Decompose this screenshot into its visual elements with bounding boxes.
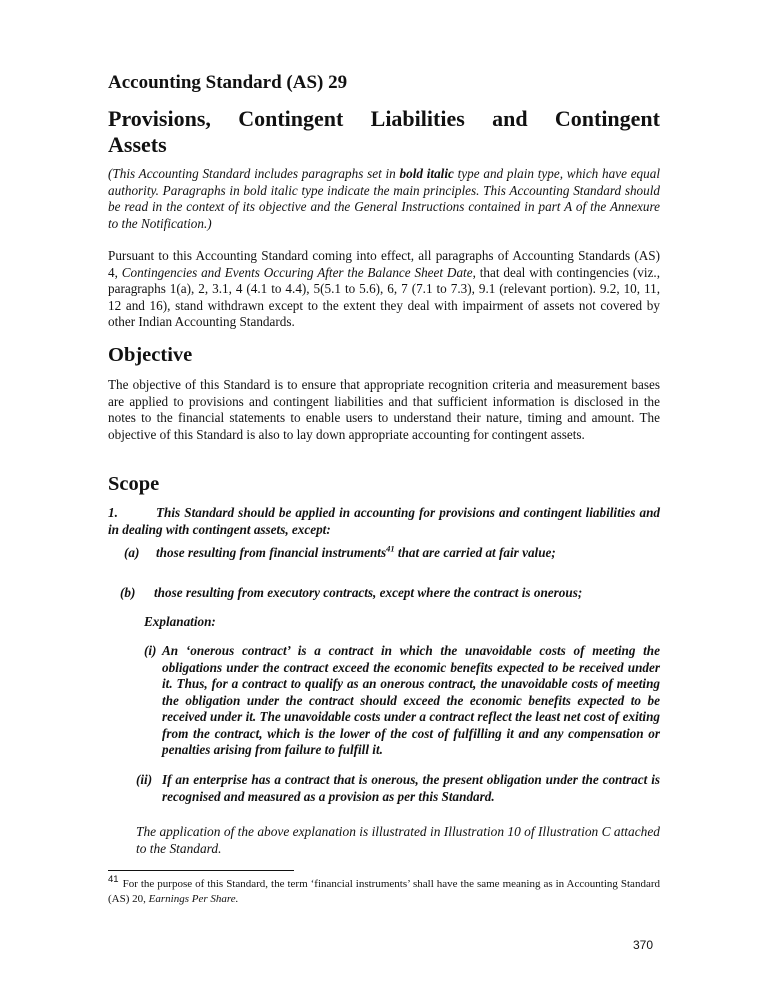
intro-bold-italic: bold italic [399, 166, 454, 181]
title-line-1 [108, 106, 660, 132]
pursuant-text: Pursuant to this Accounting Standard coming into effect, all paragraphs of Accounting Standards (AS) 4, [108, 248, 660, 280]
pursuant-italic-title: Contingencies and Events Occuring After the Balance Sheet Date [121, 264, 473, 280]
explanation-item-text: If an enterprise has a contract that is onerous, the present obligation under the contract is recognised and measured as a provision as per this Standard. [162, 772, 660, 804]
objective-heading: Objective [108, 344, 193, 366]
intro-text-cont: type and plain type, which have equal authority. Paragraphs in bold italic type indicate the main principles. This Accounting Standard should be read in the context of its objective and the General Instructions contained in part A of the Annexure to the Notification.) [108, 166, 660, 231]
item-text: those resulting from financial instruments [156, 545, 387, 560]
intro-text: (This Accounting Standard includes paragraphs set in [108, 166, 400, 181]
footnote-divider [108, 870, 294, 871]
page-number: 370 [633, 938, 654, 952]
explanation-label: Explanation: [144, 614, 216, 629]
standard-heading: Accounting Standard (AS) 29 [108, 72, 348, 93]
scope-item-a [124, 545, 556, 562]
withdrawal-paragraph [108, 248, 660, 331]
item-text: those resulting from executory contracts, except where the contract is onerous; [154, 585, 583, 600]
title-word: Contingent [554, 106, 660, 131]
explanation-i [144, 643, 660, 759]
item-text-cont: that are carried at fair value; [394, 545, 556, 560]
footnote-text: For the purpose of this Standard, the term ‘financial instruments’ shall have the same meaning as in Accounting Standard (AS) 20, [108, 878, 660, 905]
explanation-item-label: (ii) [136, 772, 153, 787]
objective-paragraph: The objective of this Standard is to ensure that appropriate recognition criteria and measurement bases are applied to provisions and contingent liabilities and that sufficient information is disclosed in the notes to the financial statements to enable users to understand their nature, timing and amount. The objective of this Standard is also to lay down appropriate accounting for contingent assets. [108, 377, 660, 442]
footnote-italic-title: Earnings Per Share. [148, 892, 239, 905]
title-word: Liabilities [370, 106, 465, 131]
scope-heading: Scope [108, 473, 160, 495]
paragraph-number: 1. [108, 505, 118, 520]
item-label: (a) [124, 545, 140, 560]
intro-note [108, 166, 660, 232]
title-word: Provisions, [108, 106, 211, 131]
footnote [108, 874, 660, 906]
title-word: Contingent [238, 106, 344, 131]
footnote-ref: 41 [386, 543, 395, 554]
illustration-note: The application of the above explanation is illustrated in Illustration 10 of Illustration C attached to the Standard. [136, 824, 660, 856]
page-title [108, 106, 660, 158]
footnote-number: 41 [108, 874, 119, 886]
pursuant-text-cont: , that deal with contingencies (viz., paragraphs 1(a), 2, 3.1, 4 (4.1 to 4.4), 5(5.1 to 5.6), 6, 7 (7.1 to 7.3), 9.1 (relevant portion). 9.2, 10, 11, 12 and 16), stand withdrawn except to the extent they deal with impairment of assets not covered by other Indian Accounting Standards. [108, 264, 660, 329]
scope-item-b [120, 585, 582, 602]
explanation-ii [136, 772, 660, 805]
scope-paragraph-1 [108, 505, 660, 538]
title-line-2: Assets [108, 132, 167, 157]
title-word: and [492, 106, 528, 131]
explanation-item-label: (i) [144, 643, 157, 658]
scope-paragraph-text: This Standard should be applied in accounting for provisions and contingent liabilities and in dealing with contingent assets, except: [108, 505, 660, 537]
item-label: (b) [120, 585, 136, 600]
explanation-item-text: An ‘onerous contract’ is a contract in which the unavoidable costs of meeting the obligations under the contract exceed the economic benefits expected to be received under it. Thus, for a contract to qualify as an onerous contract, the unavoidable costs of meeting the obligation under the contract should exceed the economic benefits expected to be received under it. The unavoidable costs under a contract reflect the least net cost of exiting from the contract, which is the lower of the cost of fulfilling it and any compensation or penalties arising from failure to fulfill it. [162, 643, 660, 757]
